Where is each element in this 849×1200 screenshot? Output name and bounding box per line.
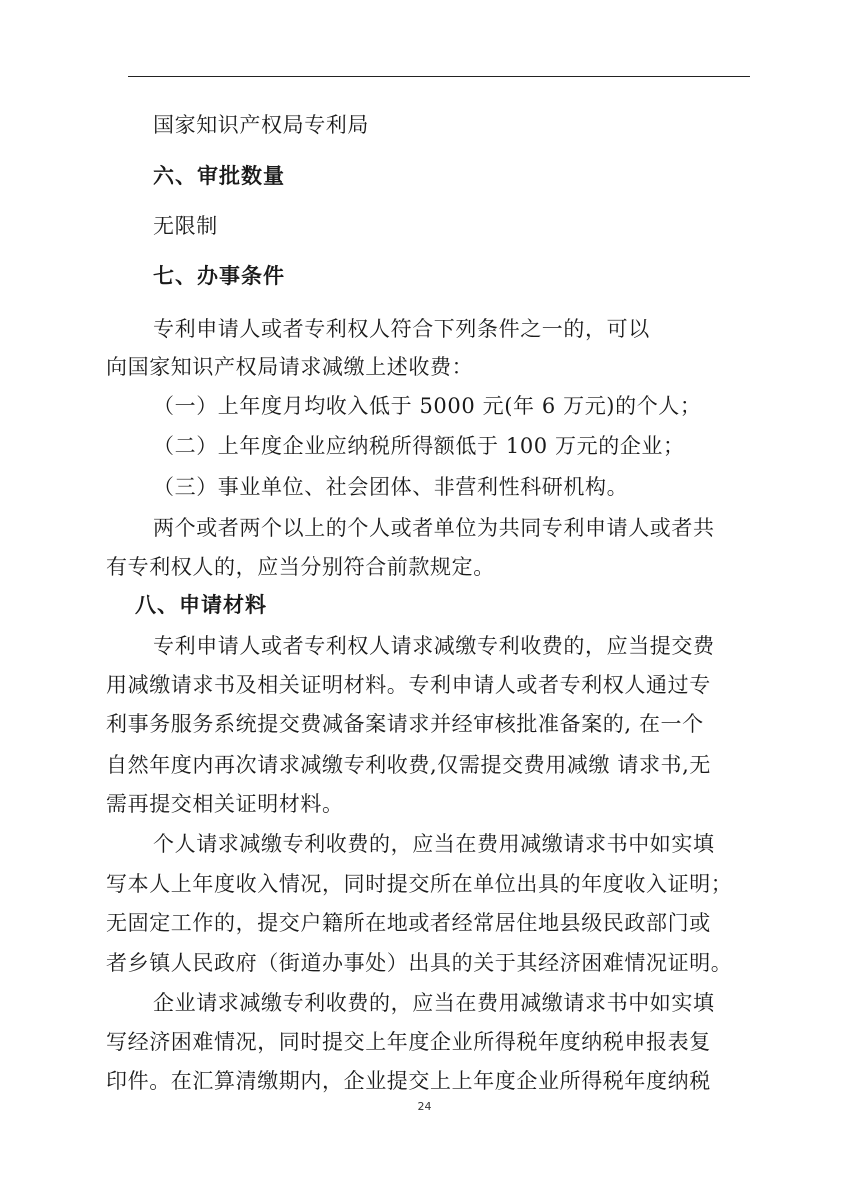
text-line: 写经济困难情况，同时提交上年度企业所得税年度纳税申报表复: [106, 1030, 711, 1054]
text-line: 有专利权人的，应当分别符合前款规定。: [106, 555, 495, 579]
text-line: （一）上年度月均收入低于 5000 元(年 6 万元)的个人；: [153, 394, 702, 418]
text-line: 需再提交相关证明材料。: [106, 792, 344, 816]
section-heading: 六、审批数量: [153, 164, 285, 188]
section-heading: 八、申请材料: [135, 593, 267, 617]
page-number: 24: [417, 1100, 432, 1113]
text-line: 向国家知识产权局请求减缴上述收费：: [106, 355, 474, 379]
text-line: 专利申请人或者专利权人符合下列条件之一的，可以: [153, 317, 650, 341]
text-line: 者乡镇人民政府（街道办事处）出具的关于其经济困难情况证明。: [106, 951, 733, 975]
text-line: 企业请求减缴专利收费的，应当在费用减缴请求书中如实填: [153, 991, 715, 1015]
section-heading: 七、办事条件: [153, 264, 285, 288]
text-line: 专利申请人或者专利权人请求减缴专利收费的，应当提交费: [153, 634, 715, 658]
text-line: 用减缴请求书及相关证明材料。专利申请人或者专利权人通过专: [106, 673, 711, 697]
text-line: 个人请求减缴专利收费的，应当在费用减缴请求书中如实填: [153, 832, 715, 856]
text-line: （二）上年度企业应纳税所得额低于 100 万元的企业；: [153, 434, 685, 458]
header-rule: [128, 76, 750, 77]
text-line: 写本人上年度收入情况，同时提交所在单位出具的年度收入证明；: [106, 872, 733, 896]
text-line: 印件。在汇算清缴期内，企业提交上上年度企业所得税年度纳税: [106, 1069, 711, 1093]
text-line: 无限制: [153, 214, 218, 238]
text-line: 两个或者两个以上的个人或者单位为共同专利申请人或者共: [153, 516, 715, 540]
text-line: 利事务服务系统提交费减备案请求并经审核批准备案的, 在一个: [106, 712, 704, 736]
text-line: 自然年度内再次请求减缴专利收费,仅需提交费用减缴 请求书,无: [106, 753, 712, 777]
text-line: 国家知识产权局专利局: [153, 113, 369, 137]
text-line: （三）事业单位、社会团体、非营利性科研机构。: [153, 475, 629, 499]
text-line: 无固定工作的，提交户籍所在地或者经常居住地县级民政部门或: [106, 911, 711, 935]
